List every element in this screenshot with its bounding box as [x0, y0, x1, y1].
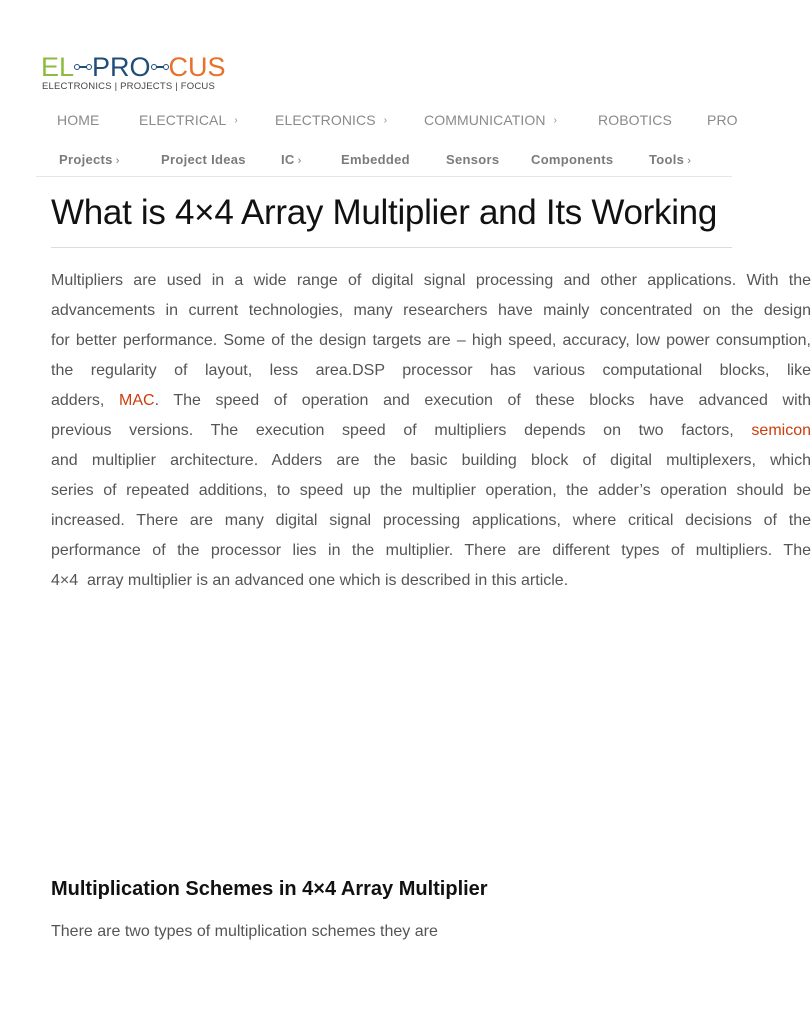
chevron-right-icon: › [687, 155, 692, 167]
nav-label: ELECTRICAL [139, 112, 227, 128]
logo-tagline: ELECTRONICS | PROJECTS | FOCUS [42, 81, 215, 92]
intro-line: the regularity of layout, less area.DSP processor has various computational blocks, like [51, 362, 811, 379]
title-divider [51, 247, 732, 248]
logo-cus: CUS [168, 52, 226, 82]
chevron-right-icon: › [234, 115, 238, 126]
primary-nav [57, 108, 768, 132]
logo-link-icon [74, 52, 92, 82]
chevron-right-icon: › [115, 155, 120, 167]
intro-text: adders, [51, 392, 119, 409]
secondary-nav [59, 149, 768, 171]
nav-home[interactable] [57, 108, 99, 132]
intro-line: series of repeated additions, to speed up the multiplier operation, the adder’s operation should be [51, 482, 811, 499]
intro-line: 4×4 array multiplier is an advanced one which is described in this article. [51, 572, 569, 589]
article-intro [51, 266, 811, 596]
nav-communication[interactable] [424, 108, 557, 135]
section-heading: Multiplication Schemes in 4×4 Array Multiplier [51, 878, 488, 900]
chevron-right-icon: › [383, 115, 388, 126]
subnav-label: Projects [59, 152, 113, 167]
subnav-tools[interactable] [649, 149, 691, 172]
subnav-label: Components [531, 152, 614, 167]
mac-link[interactable]: MAC [119, 392, 155, 409]
subnav-sensors[interactable] [446, 149, 499, 171]
subnav-components[interactable] [531, 149, 613, 171]
logo-wordmark [41, 52, 226, 82]
intro-line: increased. There are many digital signal processing applications, where critical decisions of the [51, 512, 811, 529]
semiconductor-link[interactable]: semicon [751, 422, 811, 439]
nav-label: PRO [707, 112, 738, 128]
subnav-label: Sensors [446, 152, 500, 167]
subnav-label: Embedded [341, 152, 410, 167]
article-title: What is 4×4 Array Multiplier and Its Working [51, 193, 718, 232]
subnav-label: IC [281, 152, 295, 167]
intro-line: performance of the processor lies in the multiplier. There are different types of multipliers. The [51, 542, 811, 559]
nav-label: ROBOTICS [598, 112, 672, 128]
intro-line: advancements in current technologies, many researchers have mainly concentrated on the design [51, 302, 811, 319]
subnav-ic[interactable] [281, 149, 302, 172]
subnav-label: Tools [649, 152, 685, 167]
logo-pro: PRO [92, 52, 151, 82]
nav-projects-truncated[interactable] [707, 108, 738, 132]
subnav-projects[interactable] [59, 149, 120, 172]
nav-electronics[interactable] [275, 108, 387, 135]
intro-line: Multipliers are used in a wide range of digital signal processing and other applications. With the [51, 272, 811, 289]
intro-line: and multiplier architecture. Adders are the basic building block of digital multiplexers, which [51, 452, 811, 469]
subnav-label: Project Ideas [161, 152, 246, 167]
nav-robotics[interactable] [598, 108, 672, 132]
intro-line: for better performance. Some of the design targets are – high speed, accuracy, low power consumption, [51, 332, 811, 349]
intro-text: . The speed of operation and execution of these blocks have advanced with [154, 392, 811, 409]
section-text: There are two types of multiplication schemes they are [51, 923, 438, 940]
intro-line [51, 416, 811, 446]
intro-text: previous versions. The execution speed of multipliers depends on two factors, [51, 422, 752, 439]
chevron-right-icon: › [297, 155, 302, 167]
subnav-embedded[interactable] [341, 149, 410, 171]
nav-electrical[interactable] [139, 108, 238, 135]
site-logo[interactable] [41, 52, 241, 96]
subnav-project-ideas[interactable] [161, 149, 246, 171]
nav-divider [36, 176, 732, 177]
logo-el: EL [41, 52, 75, 82]
intro-line [51, 386, 811, 416]
chevron-right-icon: › [553, 115, 558, 126]
nav-label: COMMUNICATION [424, 112, 546, 128]
logo-link-icon [151, 52, 169, 82]
nav-label: HOME [57, 112, 100, 128]
nav-label: ELECTRONICS [275, 112, 376, 128]
